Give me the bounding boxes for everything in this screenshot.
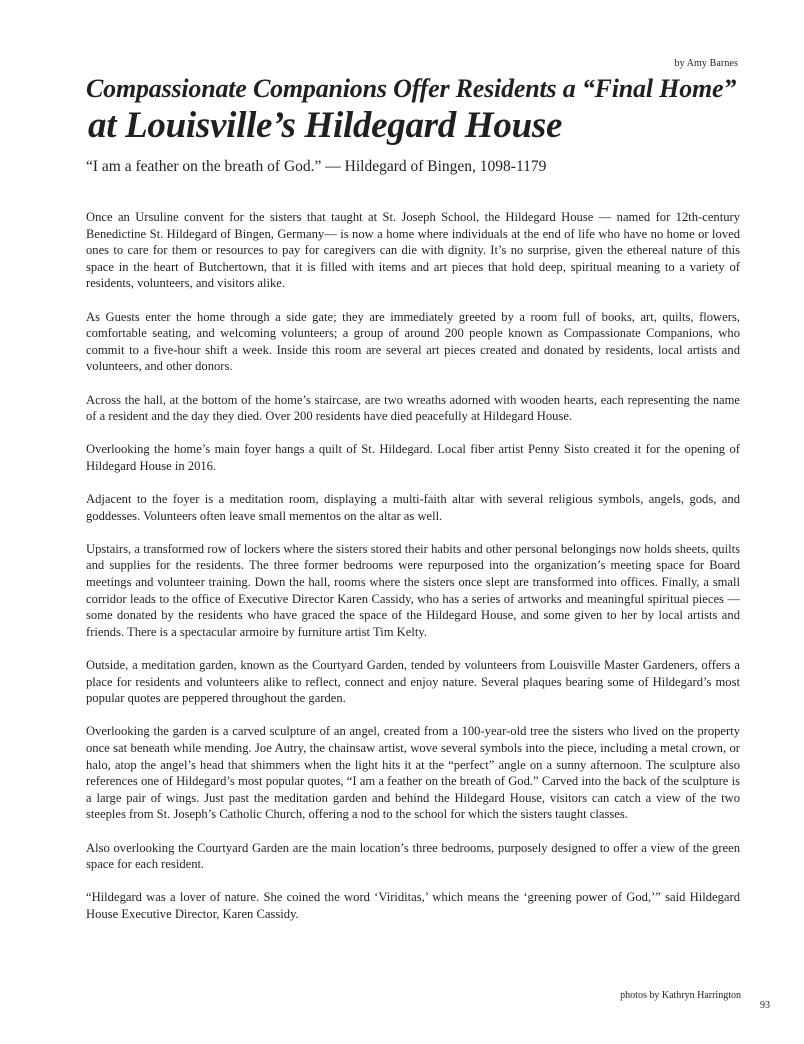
headline-line-2: at Louisville’s Hildegard House	[88, 105, 563, 146]
body-paragraph: Overlooking the garden is a carved sculpture of an angel, created from a 100-year-old tree the sisters who lived on the property once sat beneath while mending. Joe Autry, the chainsaw artist, wove several symbols into the piece, including a metal crown, or halo, atop the angel’s head that shimmers when the light hits it at the “perfect” angle on a sunny afternoon. The sculpture also references one of Hildegard’s most popular quotes, “I am a feather on the breath of God.” Carved into the back of the sculpture is a large pair of wings. Just past the meditation garden and behind the Hildegard House, visitors can catch a view of the two steeples from St. Joseph’s Catholic Church, offering a nod to the school for which the sisters taught classes.	[86, 724, 740, 822]
headline-line-1: Compassionate Companions Offer Residents a “Final Home”	[86, 74, 737, 103]
photo-credit: photos by Kathryn Harrington	[620, 990, 741, 1001]
body-paragraph: Adjacent to the foyer is a meditation room, displaying a multi-faith altar with several religious symbols, angels, gods, and goddesses. Volunteers often leave small mementos on the altar as well.	[86, 492, 740, 523]
body-paragraph: Upstairs, a transformed row of lockers where the sisters stored their habits and other personal belongings now holds sheets, quilts and supplies for the residents. The three former bedrooms were repurposed into the organization’s meeting space for Board meetings and volunteer training. Down the hall, rooms where the sisters once slept are transformed into offices. Finally, a small corridor leads to the office of Executive Director Karen Cassidy, who has a series of artworks and meaningful spiritual pieces — some donated by the residents who have graced the space of the Hildegard House, and some given to her by local artists and friends. There is a spectacular armoire by furniture artist Tim Kelty.	[86, 541, 740, 639]
headline	[86, 72, 766, 146]
body-paragraph: Across the hall, at the bottom of the home’s staircase, are two wreaths adorned with wooden hearts, each representing the name of a resident and the day they died. Over 200 residents have died peacefully at Hildegard House.	[86, 392, 740, 424]
body-paragraph: Also overlooking the Courtyard Garden are the main location’s three bedrooms, purposely designed to offer a view of the green space for each resident.	[86, 840, 740, 872]
epigraph-quote: “I am a feather on the breath of God.” — Hildegard of Bingen, 1098-1179	[86, 158, 547, 175]
page-number: 93	[760, 1000, 770, 1011]
body-paragraph: Overlooking the home’s main foyer hangs a quilt of St. Hildegard. Local fiber artist Penny Sisto created it for the opening of Hildegard House in 2016.	[86, 442, 740, 473]
body-paragraph: Once an Ursuline convent for the sisters that taught at St. Joseph School, the Hildegard House — named for 12th-century Benedictine St. Hildegard of Bingen, Germany— is now a home where individuals at the end of life who have no home or loved ones to care for them or resources to pay for caregivers can die with dignity. It’s no surprise, given the ethereal nature of this space in the heart of Butchertown, that it is filled with items and art pieces that hold deep, spiritual meaning to a variety of residents, volunteers, and visitors alike.	[86, 210, 740, 291]
article-body	[86, 209, 740, 939]
body-paragraph: Outside, a meditation garden, known as the Courtyard Garden, tended by volunteers from Louisville Master Gardeners, offers a place for residents and volunteers alike to reflect, connect and enjoy nature. Several plaques bearing some of Hildegard’s most popular quotes are peppered throughout the garden.	[86, 658, 740, 706]
byline: by Amy Barnes	[674, 58, 738, 69]
body-paragraph: As Guests enter the home through a side gate; they are immediately greeted by a room full of books, art, quilts, flowers, comfortable seating, and welcoming volunteers; a group of around 200 people known as Compassionate Companions, who commit to a five-hour shift a week. Inside this room are several art pieces created and donated by residents, local artists and volunteers, and other donors.	[86, 309, 740, 374]
body-paragraph: “Hildegard was a lover of nature. She coined the word ‘Viriditas,’ which means the ‘greening power of God,’” said Hildegard House Executive Director, Karen Cassidy.	[86, 890, 740, 921]
